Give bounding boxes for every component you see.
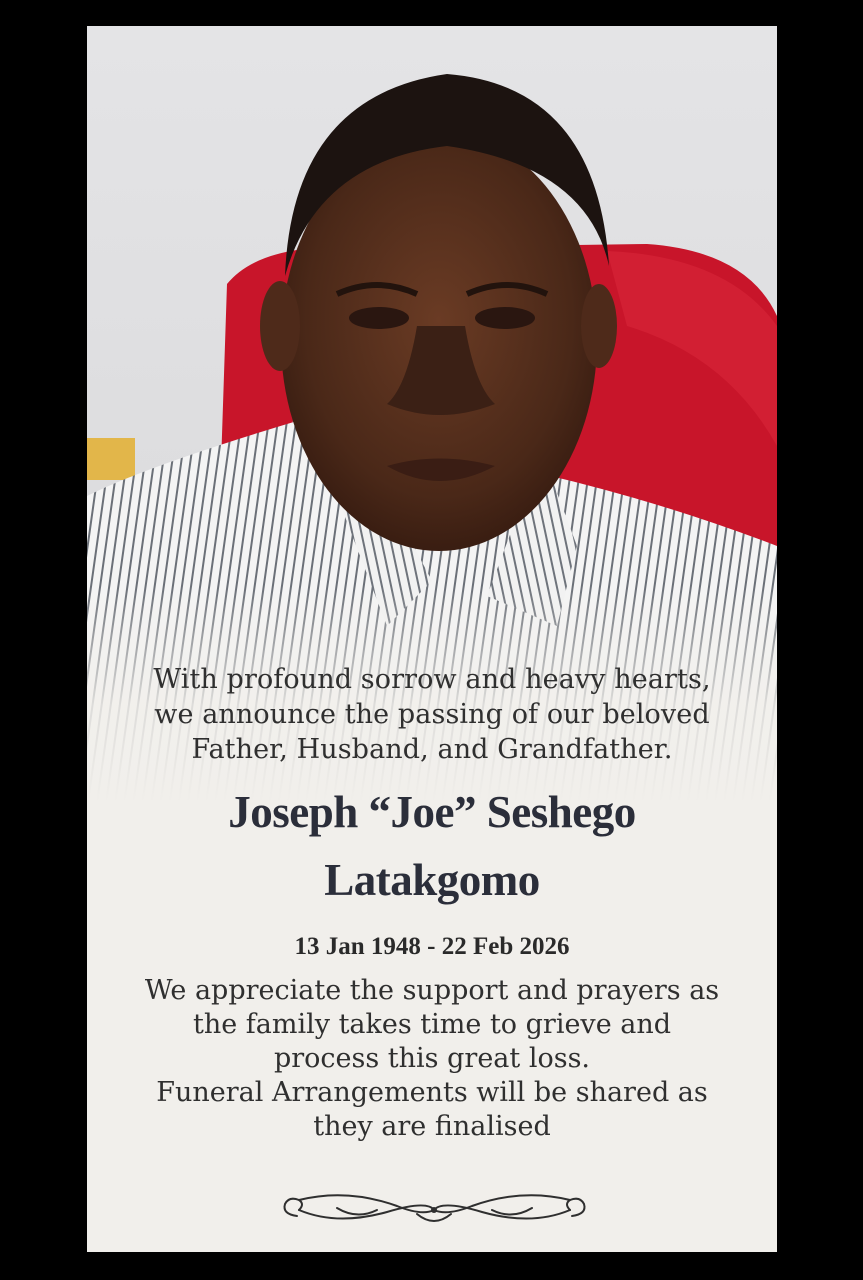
full-name-line-1: Joseph “Joe” Seshego xyxy=(228,787,636,837)
message-line: We appreciate the support and prayers as xyxy=(144,975,720,1006)
full-name-line-2: Latakgomo xyxy=(324,855,540,905)
intro-line: With profound sorrow and heavy hearts, xyxy=(153,664,711,695)
intro-line: Father, Husband, and Grandfather. xyxy=(191,734,673,765)
message-line: process this great loss. xyxy=(273,1043,591,1074)
message-line: they are finalised xyxy=(313,1111,551,1142)
message-line: Funeral Arrangements will be shared as xyxy=(156,1077,708,1108)
message-line: the family takes time to grieve and xyxy=(192,1009,672,1040)
life-dates: 13 Jan 1948 - 22 Feb 2026 xyxy=(294,933,570,960)
intro-message xyxy=(87,662,777,767)
closing-message xyxy=(87,974,777,1144)
memorial-card xyxy=(87,26,777,1252)
intro-line: we announce the passing of our beloved xyxy=(154,699,710,730)
ornamental-flourish-icon xyxy=(277,1186,592,1232)
